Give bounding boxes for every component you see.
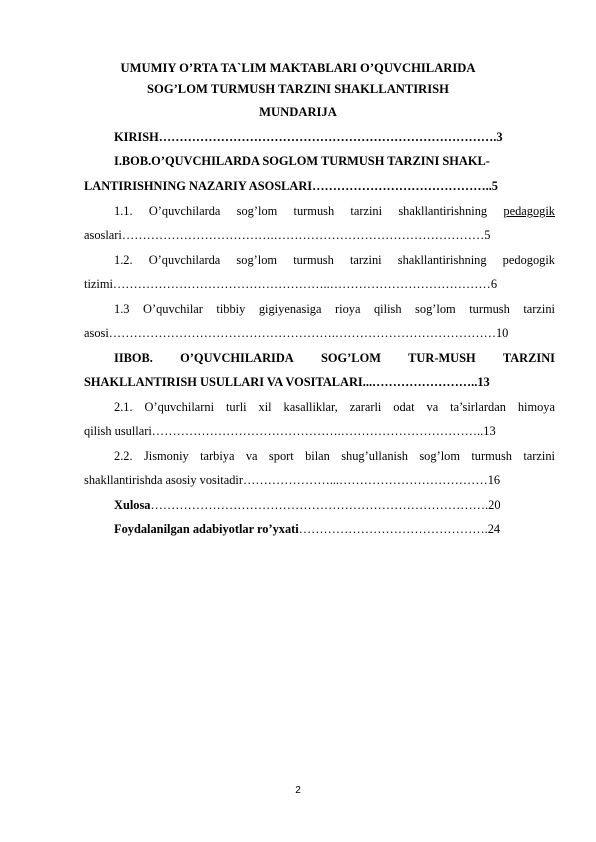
page-number: 2 (295, 785, 301, 796)
bibliography-dots: ……………………………………….24 (298, 522, 501, 536)
toc-entry-1-3-line2: asosi……………………………………………….…………………………………10 (84, 326, 509, 340)
toc-entry-xulosa (114, 497, 555, 513)
chapter2-word: TARZINI (502, 351, 555, 365)
toc-entry-1-3-line1: 1.3 O’quvchilar tibbiy gigiyenasiga rioya qilish sog’lom turmush tarzini (114, 302, 555, 316)
chapter2-word: TUR-MUSH (408, 351, 476, 365)
document-title-line1: UMUMIY O’RTA TA`LIM MAKTABLARI O’QUVCHILARIDA (120, 61, 476, 75)
toc-entry-2-1-line1: 2.1. O’quvchilarni turli xil kasalliklar, zararli odat va ta’sirlardan himoya (114, 400, 555, 414)
toc-entry-kirish: KIRISH……………………………………………………………………….3 (114, 130, 503, 144)
pedagogik-link[interactable]: pedagogik (503, 204, 555, 218)
chapter2-word: IIBOB. (114, 351, 153, 365)
toc-entry-chapter2-line2: SHAKLLANTIRISH USULLARI VA VOSITALARI...……………………..13 (84, 375, 490, 389)
toc-entry-chapter1-line2: LANTIRISHNING NAZARIY ASOSLARI……………………………………..5 (84, 179, 498, 193)
xulosa-dots: ……………………………………………………………………….20 (150, 498, 501, 512)
chapter2-word: O’QUVCHILARIDA (180, 351, 294, 365)
toc-entry-1-2-line2: tizimi……………………………………………..…………………………………6 (84, 277, 498, 291)
chapter2-word: SOG’LOM (321, 351, 381, 365)
xulosa-label: Xulosa (114, 498, 151, 512)
toc-entry-1-1-text: 1.1. O’quvchilarda sog’lom turmush tarzini shakllantirishning (114, 204, 504, 218)
toc-entry-2-2-line1: 2.2. Jismoniy tarbiya va sport bilan shug’ullanish sog’lom turmush tarzini (114, 449, 555, 463)
toc-entry-2-2-line2: shakllantirishda asosiy vositadir…………………...………………………………16 (84, 473, 501, 487)
toc-entry-2-1-line2: qilish usullari……………………………………….……………………………..13 (84, 424, 496, 438)
toc-entry-1-1-line2: asoslari……………………………….……………………………………………5 (84, 228, 491, 242)
toc-entry-bibliography (114, 521, 555, 537)
toc-entry-1-1-line1 (114, 203, 555, 219)
document-title-line2: SOG’LOM TURMUSH TARZINI SHAKLLANTIRISH (147, 82, 449, 96)
toc-heading: MUNDARIJA (259, 105, 337, 119)
toc-entry-1-2-line1: 1.2. O’quvchilarda sog’lom turmush tarzini shakllantirishning pedogogik (114, 253, 555, 267)
toc-entry-chapter1-line1: I.BOB.O’QUVCHILARDA SOGLOM TURMUSH TARZINI SHAKL- (114, 154, 490, 168)
toc-entry-chapter2-line1 (114, 350, 555, 366)
bibliography-label: Foydalanilgan adabiyotlar ro’yxati (114, 522, 299, 536)
